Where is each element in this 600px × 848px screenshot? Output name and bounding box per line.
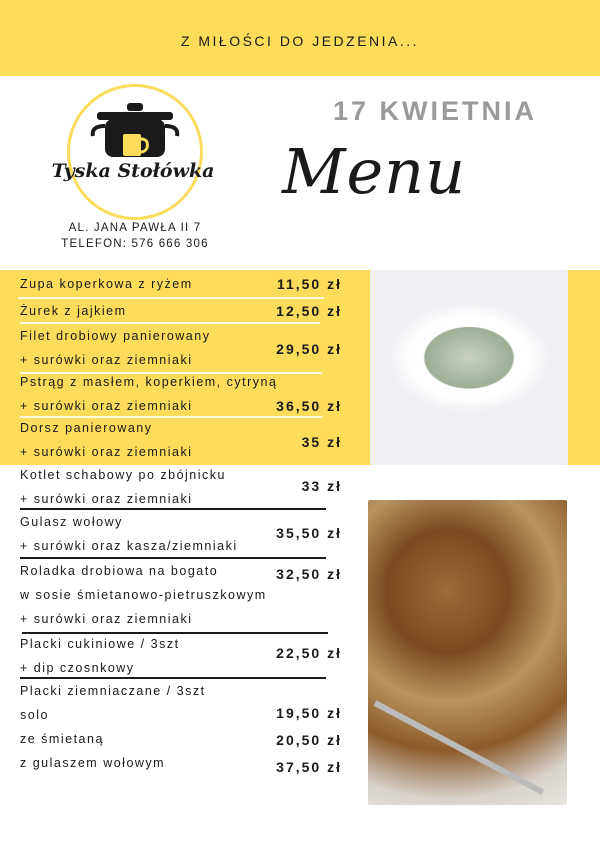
price: 12,50 zł <box>276 303 342 319</box>
logo <box>67 84 203 220</box>
price: 33 zł <box>301 478 342 494</box>
price: 29,50 zł <box>276 341 342 357</box>
menu-item: Filet drobiowy panierowany <box>20 329 211 343</box>
goulash-photo <box>368 500 567 805</box>
dill-soup-photo <box>370 270 568 465</box>
price: 35 zł <box>301 434 342 450</box>
pot-with-mug-icon <box>67 84 203 220</box>
tagline: Z MIŁOŚCI DO JEDZENIA... <box>180 33 420 49</box>
option-label: z gulaszem wołowym <box>20 756 166 770</box>
price: 35,50 zł <box>276 525 342 541</box>
menu-item: Zupa koperkowa z ryżem <box>20 277 193 291</box>
menu-item: Kotlet schabowy po zbójnicku <box>20 468 226 482</box>
menu-item: Placki ziemniaczane / 3szt <box>20 684 206 698</box>
menu-item: Roladka drobiowa na bogato <box>20 564 219 578</box>
price: 22,50 zł <box>276 645 342 661</box>
menu-item-detail: + dip czosnkowy <box>20 661 135 675</box>
menu-item-detail: + surówki oraz ziemniaki <box>20 445 193 459</box>
menu-item: Dorsz panierowany <box>20 421 153 435</box>
menu-item-detail: + surówki oraz ziemniaki <box>20 612 193 626</box>
menu-item: Pstrąg z masłem, koperkiem, cytryną <box>20 375 278 389</box>
price: 11,50 zł <box>276 276 342 292</box>
top-banner <box>0 0 600 76</box>
price: 20,50 zł <box>276 732 342 748</box>
menu-item-detail: + surówki oraz kasza/ziemniaki <box>20 539 238 553</box>
menu-item: Żurek z jajkiem <box>20 304 127 318</box>
date: 17 KWIETNIA <box>332 96 538 126</box>
price: 32,50 zł <box>276 566 342 582</box>
menu-item-detail: w sosie śmietanowo-pietruszkowym <box>20 588 267 602</box>
option-label: solo <box>20 708 49 722</box>
price: 37,50 zł <box>276 759 342 775</box>
menu-title: Menu <box>282 135 467 208</box>
menu-item-detail: + surówki oraz ziemniaki <box>20 492 193 506</box>
address: AL. JANA PAWŁA II 7 <box>68 222 202 234</box>
phone: TELEFON: 576 666 306 <box>61 238 209 250</box>
price: 19,50 zł <box>276 705 342 721</box>
menu-item-detail: + surówki oraz ziemniaki <box>20 399 193 413</box>
menu-item: Gulasz wołowy <box>20 515 123 529</box>
option-label: ze śmietaną <box>20 732 104 746</box>
price: 36,50 zł <box>276 398 342 414</box>
menu-item: Placki cukiniowe / 3szt <box>20 637 180 651</box>
menu-item-detail: + surówki oraz ziemniaki <box>20 353 193 367</box>
logo-name: Tyska Stołówka <box>51 160 215 182</box>
